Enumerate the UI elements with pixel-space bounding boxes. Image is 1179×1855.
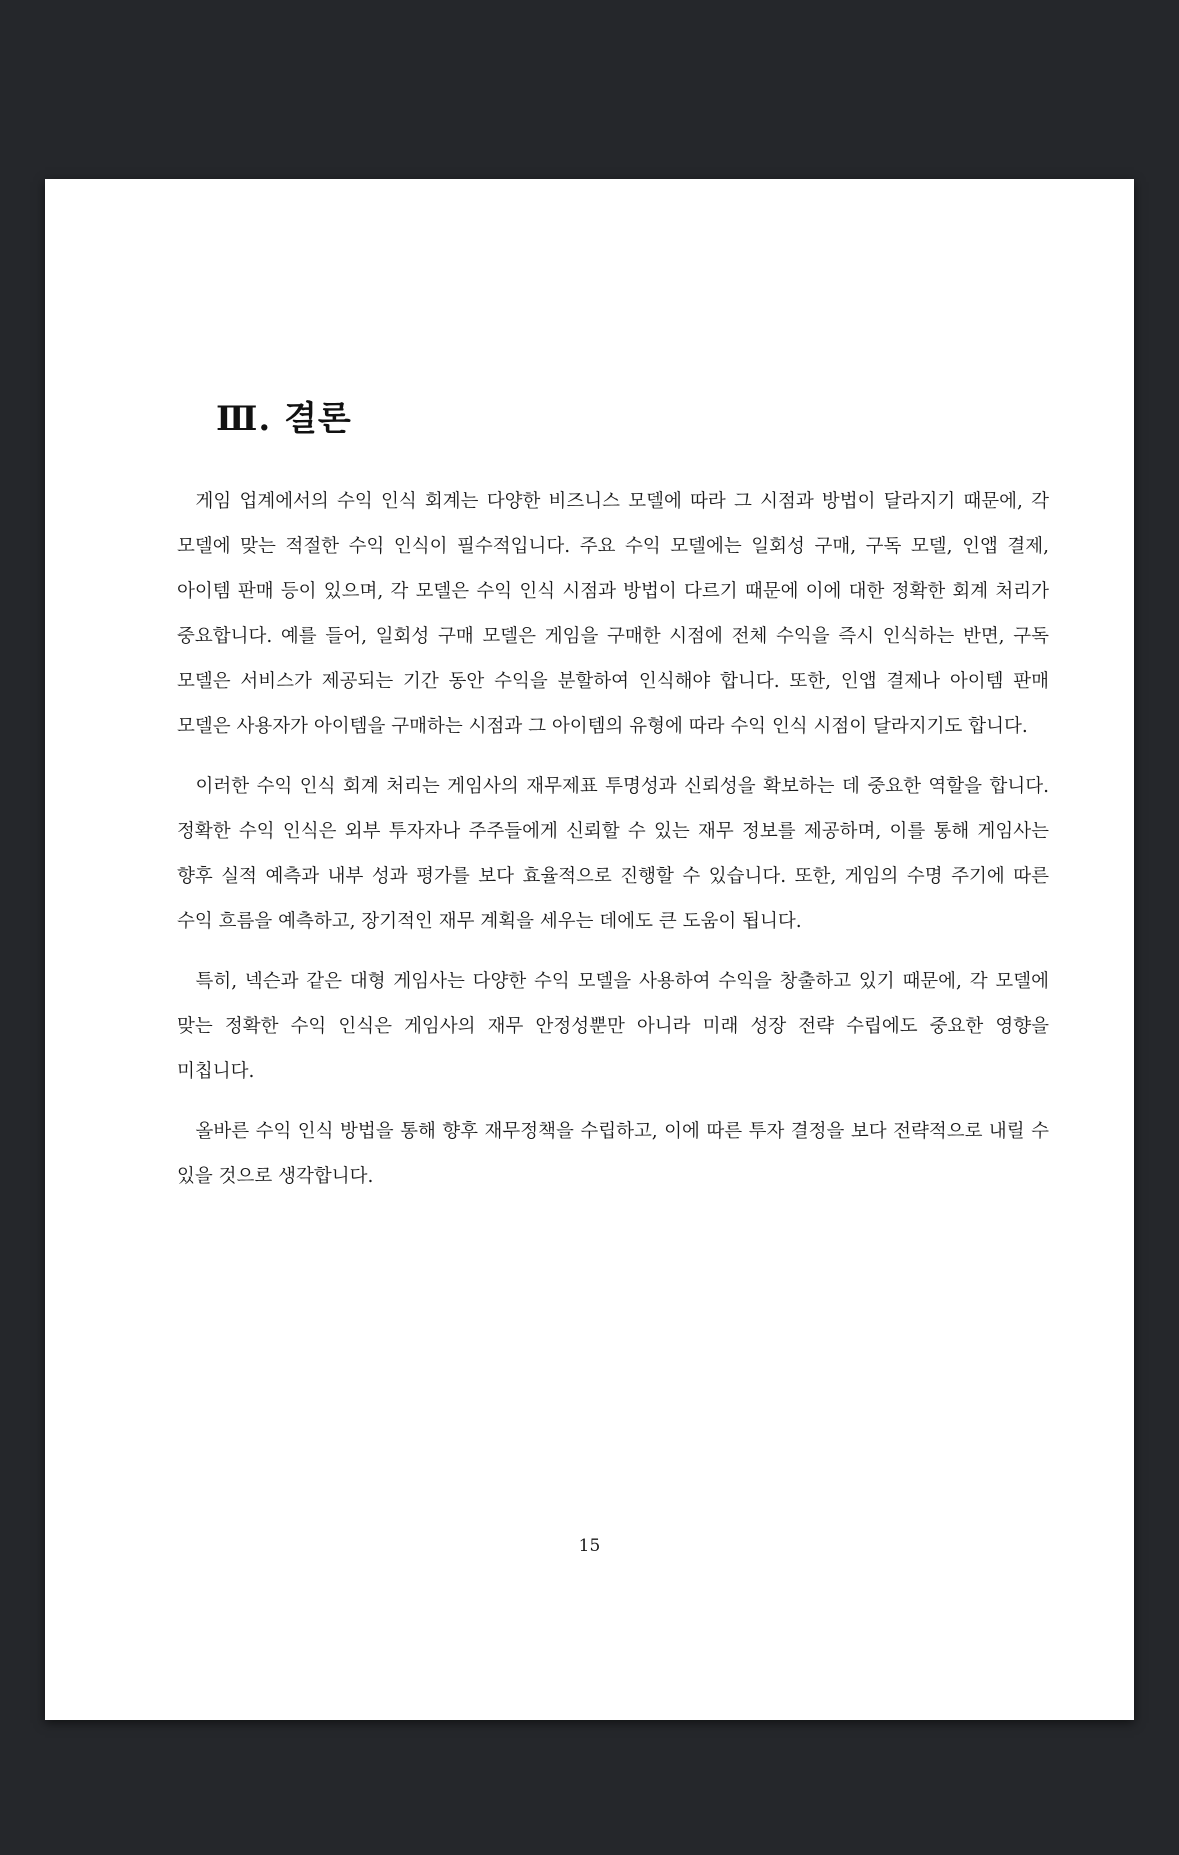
paragraph-2: 이러한 수익 인식 회계 처리는 게임사의 재무제표 투명성과 신뢰성을 확보하는 데 중요한 역할을 합니다. 정확한 수익 인식은 외부 투자자나 주주들에게 신뢰할 수 있는 재무 정보를 제공하며, 이를 통해 게임사는 향후 실적 예측과 내부 성과 평가를 보다 효율적으로 진행할 수 있습니다. 또한, 게임의 수명 주기에 따른 수익 흐름을 예측하고, 장기적인 재무 계획을 세우는 데에도 큰 도움이 됩니다.	[177, 776, 1049, 932]
paragraph-4: 올바른 수익 인식 방법을 통해 향후 재무정책을 수립하고, 이에 따른 투자 결정을 보다 전략적으로 내릴 수 있을 것으로 생각합니다.	[177, 1121, 1049, 1187]
paragraph-3: 특히, 넥슨과 같은 대형 게임사는 다양한 수익 모델을 사용하여 수익을 창출하고 있기 때문에, 각 모델에 맞는 정확한 수익 인식은 게임사의 재무 안정성뿐만 아니라 미래 성장 전략 수립에도 중요한 영향을 미칩니다.	[177, 971, 1049, 1082]
page-number: 15	[578, 1536, 601, 1556]
paragraph-1: 게임 업계에서의 수익 인식 회계는 다양한 비즈니스 모델에 따라 그 시점과 방법이 달라지기 때문에, 각 모델에 맞는 적절한 수익 인식이 필수적입니다. 주요 수익 모델에는 일회성 구매, 구독 모델, 인앱 결제, 아이템 판매 등이 있으며, 각 모델은 수익 인식 시점과 방법이 다르기 때문에 이에 대한 정확한 회계 처리가 중요합니다. 예를 들어, 일회성 구매 모델은 게임을 구매한 시점에 전체 수익을 즉시 인식하는 반면, 구독 모델은 서비스가 제공되는 기간 동안 수익을 분할하여 인식해야 합니다. 또한, 인앱 결제나 아이템 판매 모델은 사용자가 아이템을 구매하는 시점과 그 아이템의 유형에 따라 수익 인식 시점이 달라지기도 합니다.	[177, 491, 1049, 737]
document-page	[45, 179, 1134, 1720]
section-heading: Ⅲ. 결론	[216, 399, 352, 439]
document-body	[177, 479, 1049, 1214]
